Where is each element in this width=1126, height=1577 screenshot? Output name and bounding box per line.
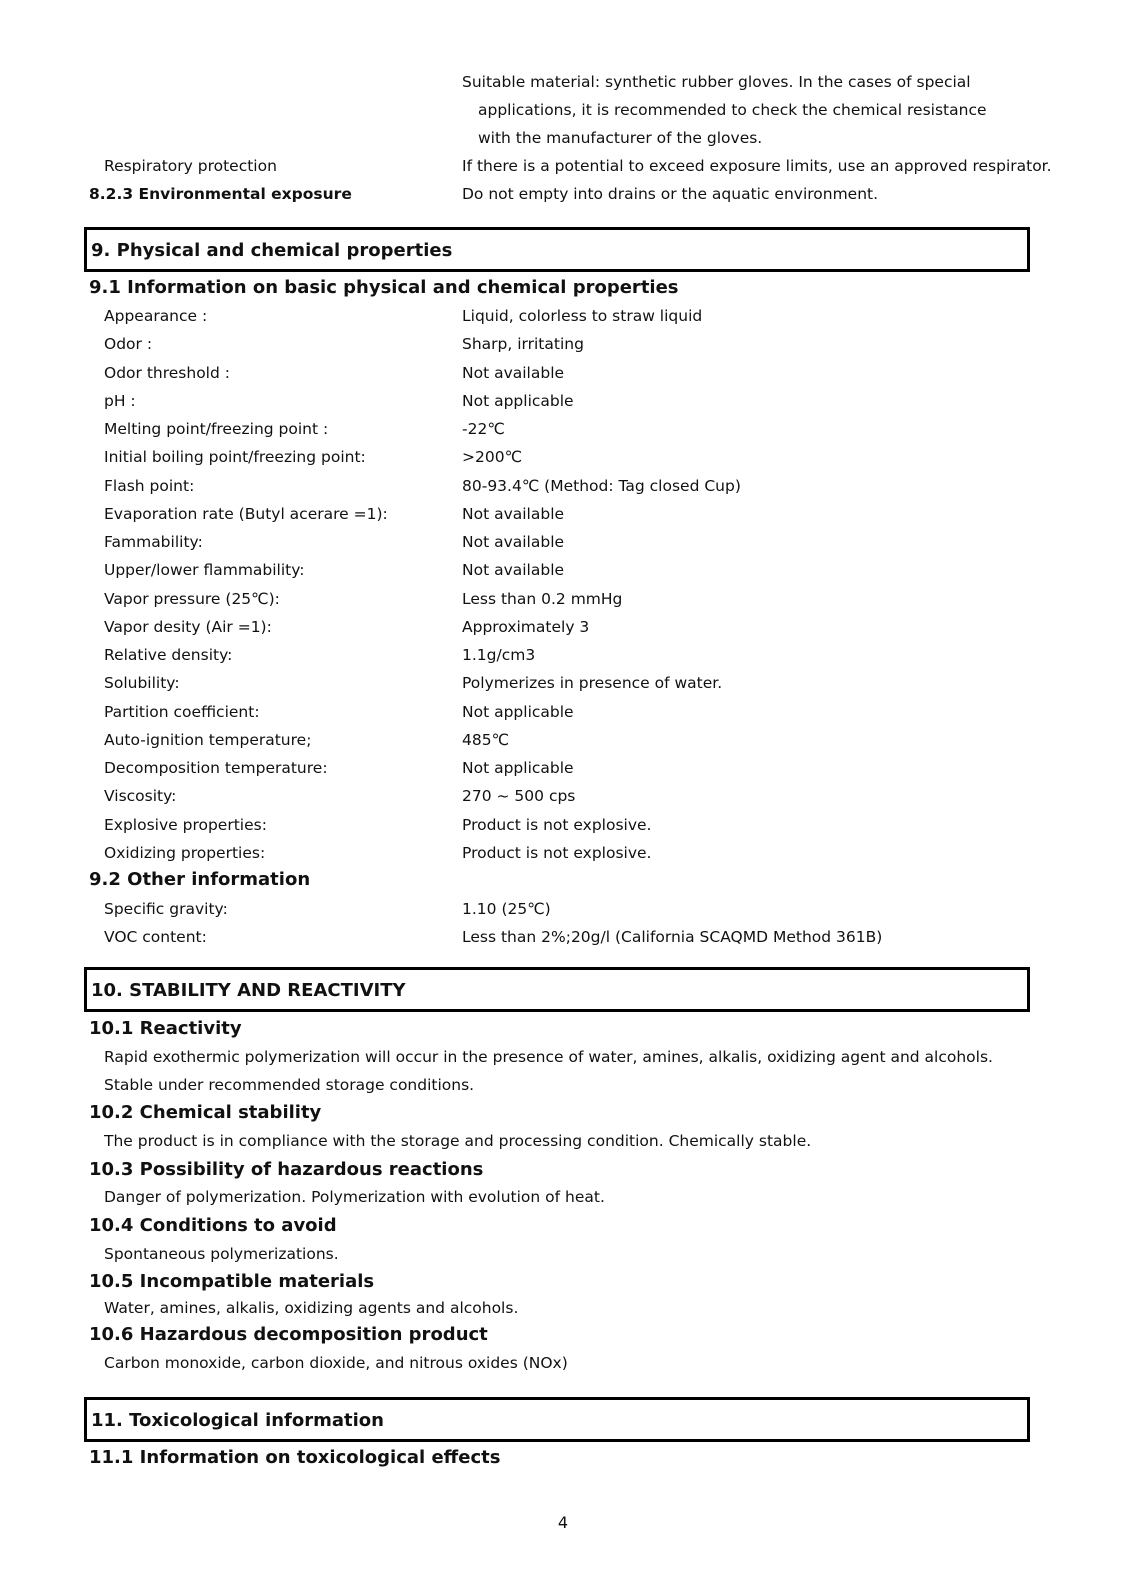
property-value: >200℃ <box>462 448 522 467</box>
property-label: Decomposition temperature: <box>104 759 328 777</box>
paragraph-line: Rapid exothermic polymerization will occur in the presence of water, amines, alkalis, oxidizing agent and alcohols. <box>104 1048 993 1066</box>
property-value: Not available <box>462 533 565 551</box>
property-value: 1.10 (25℃) <box>462 900 551 918</box>
paragraph-line: Danger of polymerization. Polymerization with evolution of heat. <box>104 1188 605 1206</box>
paragraph-line: Stable under recommended storage conditions. <box>104 1076 475 1094</box>
section11-1-heading: 11.1 Information on toxicological effects <box>89 1447 501 1468</box>
glove-line-2: applications, it is recommended to check the chemical resistance <box>478 101 987 119</box>
section11-title: 11. Toxicological information <box>91 1410 384 1431</box>
property-label: Fammability: <box>104 533 203 551</box>
respiratory-label: Respiratory protection <box>104 157 277 175</box>
env-exposure-value: Do not empty into drains or the aquatic environment. <box>462 185 879 203</box>
section11-header <box>84 1397 1030 1442</box>
page-number: 4 <box>557 1513 569 1532</box>
paragraph-line: The product is in compliance with the storage and processing condition. Chemically stable. <box>104 1132 812 1150</box>
property-value: -22℃ <box>462 420 505 438</box>
subsection-heading: 10.1 Reactivity <box>89 1018 242 1039</box>
property-label: Initial boiling point/freezing point: <box>104 448 366 467</box>
paragraph-line: Carbon monoxide, carbon dioxide, and nitrous oxides (NOx) <box>104 1354 568 1372</box>
section10-title: 10. STABILITY AND REACTIVITY <box>91 980 406 1001</box>
property-label: Specific gravity: <box>104 900 228 918</box>
property-label: Relative density: <box>104 646 233 664</box>
property-value: Sharp, irritating <box>462 335 584 354</box>
property-value: Liquid, colorless to straw liquid <box>462 307 703 325</box>
property-value: Not applicable <box>462 702 574 721</box>
property-label: Vapor pressure (25℃): <box>104 589 280 608</box>
subsection-heading: 10.3 Possibility of hazardous reactions <box>89 1159 484 1180</box>
property-value: Less than 2%;20g/l (California SCAQMD Method 361B) <box>462 928 883 946</box>
subsection-heading: 10.4 Conditions to avoid <box>89 1215 337 1236</box>
section10-header <box>84 967 1030 1012</box>
property-label: Solubility: <box>104 674 180 693</box>
section9-header <box>84 227 1030 272</box>
property-value: 1.1g/cm3 <box>462 646 536 664</box>
property-value: Product is not explosive. <box>462 815 652 834</box>
glove-line-1: Suitable material: synthetic rubber gloves. In the cases of special <box>462 73 971 91</box>
property-label: Viscosity: <box>104 787 177 806</box>
property-label: Oxidizing properties: <box>104 843 266 862</box>
property-value: Not applicable <box>462 759 574 777</box>
property-value: Not applicable <box>462 391 574 410</box>
subsection-heading: 10.5 Incompatible materials <box>89 1271 375 1292</box>
property-value: Approximately 3 <box>462 617 590 636</box>
property-label: Melting point/freezing point : <box>104 420 329 438</box>
env-exposure-label: 8.2.3 Environmental exposure <box>89 185 352 203</box>
section9-title: 9. Physical and chemical properties <box>91 240 453 261</box>
property-label: Upper/lower flammability: <box>104 561 305 580</box>
property-label: Explosive properties: <box>104 815 267 834</box>
subsection-heading: 10.2 Chemical stability <box>89 1102 322 1123</box>
property-label: Vapor desity (Air =1): <box>104 617 272 636</box>
property-label: Odor threshold : <box>104 363 230 382</box>
property-value: Not available <box>462 504 565 523</box>
property-label: Evaporation rate (Butyl acerare =1): <box>104 504 388 523</box>
property-value: Polymerizes in presence of water. <box>462 674 723 693</box>
property-value: 270 ~ 500 cps <box>462 787 576 806</box>
property-label: pH : <box>104 391 136 410</box>
property-value: Product is not explosive. <box>462 843 652 862</box>
property-label: Auto-ignition temperature; <box>104 730 312 749</box>
section9-2-heading: 9.2 Other information <box>89 869 311 890</box>
property-value: Not available <box>462 561 565 580</box>
property-label: VOC content: <box>104 928 207 946</box>
subsection-heading: 10.6 Hazardous decomposition product <box>89 1324 488 1345</box>
property-label: Flash point: <box>104 476 195 495</box>
property-label: Appearance : <box>104 307 208 325</box>
section9-1-heading: 9.1 Information on basic physical and chemical properties <box>89 277 679 298</box>
property-value: 485℃ <box>462 730 509 749</box>
respiratory-value: If there is a potential to exceed exposure limits, use an approved respirator. <box>462 157 1052 175</box>
paragraph-line: Water, amines, alkalis, oxidizing agents and alcohols. <box>104 1299 519 1317</box>
property-value: Not available <box>462 363 565 382</box>
property-value: 80-93.4℃ (Method: Tag closed Cup) <box>462 476 741 495</box>
property-label: Odor : <box>104 335 153 354</box>
property-value: Less than 0.2 mmHg <box>462 589 623 608</box>
property-label: Partition coefficient: <box>104 702 260 721</box>
paragraph-line: Spontaneous polymerizations. <box>104 1245 339 1263</box>
glove-line-3: with the manufacturer of the gloves. <box>478 129 763 147</box>
